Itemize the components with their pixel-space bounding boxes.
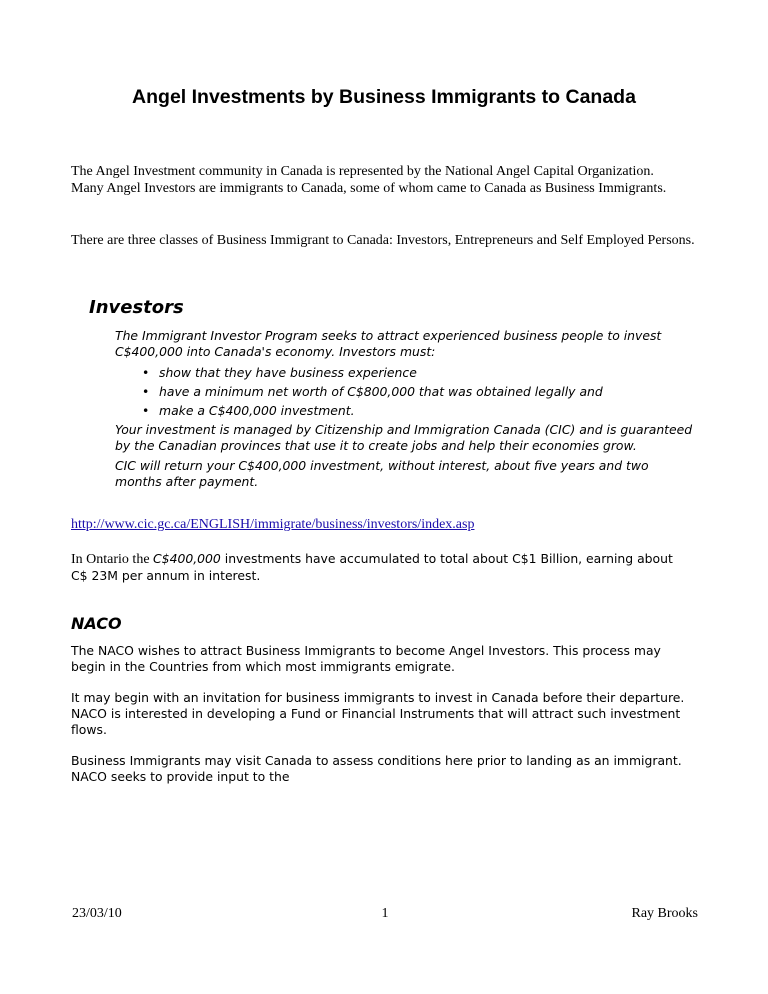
footer-author: Ray Brooks: [631, 906, 698, 921]
bullet-icon: •: [142, 384, 150, 399]
list-item-text: have a minimum net worth of C$800,000 that was obtained legally and: [159, 384, 603, 399]
footer-date: 23/03/10: [72, 906, 122, 921]
bullet-icon: •: [142, 365, 150, 380]
list-item-text: make a C$400,000 investment.: [159, 403, 355, 418]
classes-paragraph: There are three classes of Business Immigrant to Canada: Investors, Entrepreneurs and Self Employed Persons.: [71, 233, 695, 248]
ontario-paragraph: [71, 551, 691, 584]
list-item: [115, 365, 695, 381]
ontario-suffix: investments have accumulated to total about C$1 Billion, earning about C$ 23M per annum in interest.: [71, 551, 673, 583]
ontario-prefix: In Ontario the: [71, 552, 154, 567]
footer-page-number: 1: [381, 906, 389, 921]
cic-investors-link[interactable]: http://www.cic.gc.ca/ENGLISH/immigrate/business/investors/index.asp: [71, 517, 475, 532]
investment-managed-text: Your investment is managed by Citizenship and Immigration Canada (CIC) and is guaranteed by the Canadian provinces that use it to create jobs and help their economies grow.: [115, 422, 693, 453]
investors-lead: The Immigrant Investor Program seeks to attract experienced business people to invest C$400,000 into Canada's economy. Investors must:: [115, 328, 662, 359]
investors-heading: Investors: [89, 297, 184, 318]
naco-paragraph-2: It may begin with an invitation for business immigrants to invest in Canada before their departure. NACO is interested in developing a Fund or Financial Instruments that will attract such investment flows.: [71, 690, 685, 737]
page-title: Angel Investments by Business Immigrants to Canada: [132, 86, 636, 108]
bullet-icon: •: [142, 403, 150, 418]
naco-heading: NACO: [71, 614, 122, 633]
list-item-text: show that they have business experience: [159, 365, 417, 380]
requirements-list: [115, 365, 695, 419]
naco-paragraph-1: The NACO wishes to attract Business Immigrants to become Angel Investors. This process may begin in the Countries from which most immigrants emigrate.: [71, 643, 661, 674]
ontario-amount: C$400,000: [153, 551, 221, 566]
list-item: [115, 403, 695, 419]
list-item: [115, 384, 695, 400]
naco-paragraph-3: Business Immigrants may visit Canada to assess conditions here prior to landing as an immigrant. NACO seeks to provide input to the: [71, 753, 682, 784]
investors-section: [115, 328, 695, 494]
investment-return-text: CIC will return your C$400,000 investment, without interest, about five years and two months after payment.: [115, 458, 649, 489]
intro-paragraph: The Angel Investment community in Canada is represented by the National Angel Capital Organization. Many Angel Investors are immigrants to Canada, some of whom came to Canada as Business Immigrants.: [71, 164, 667, 196]
